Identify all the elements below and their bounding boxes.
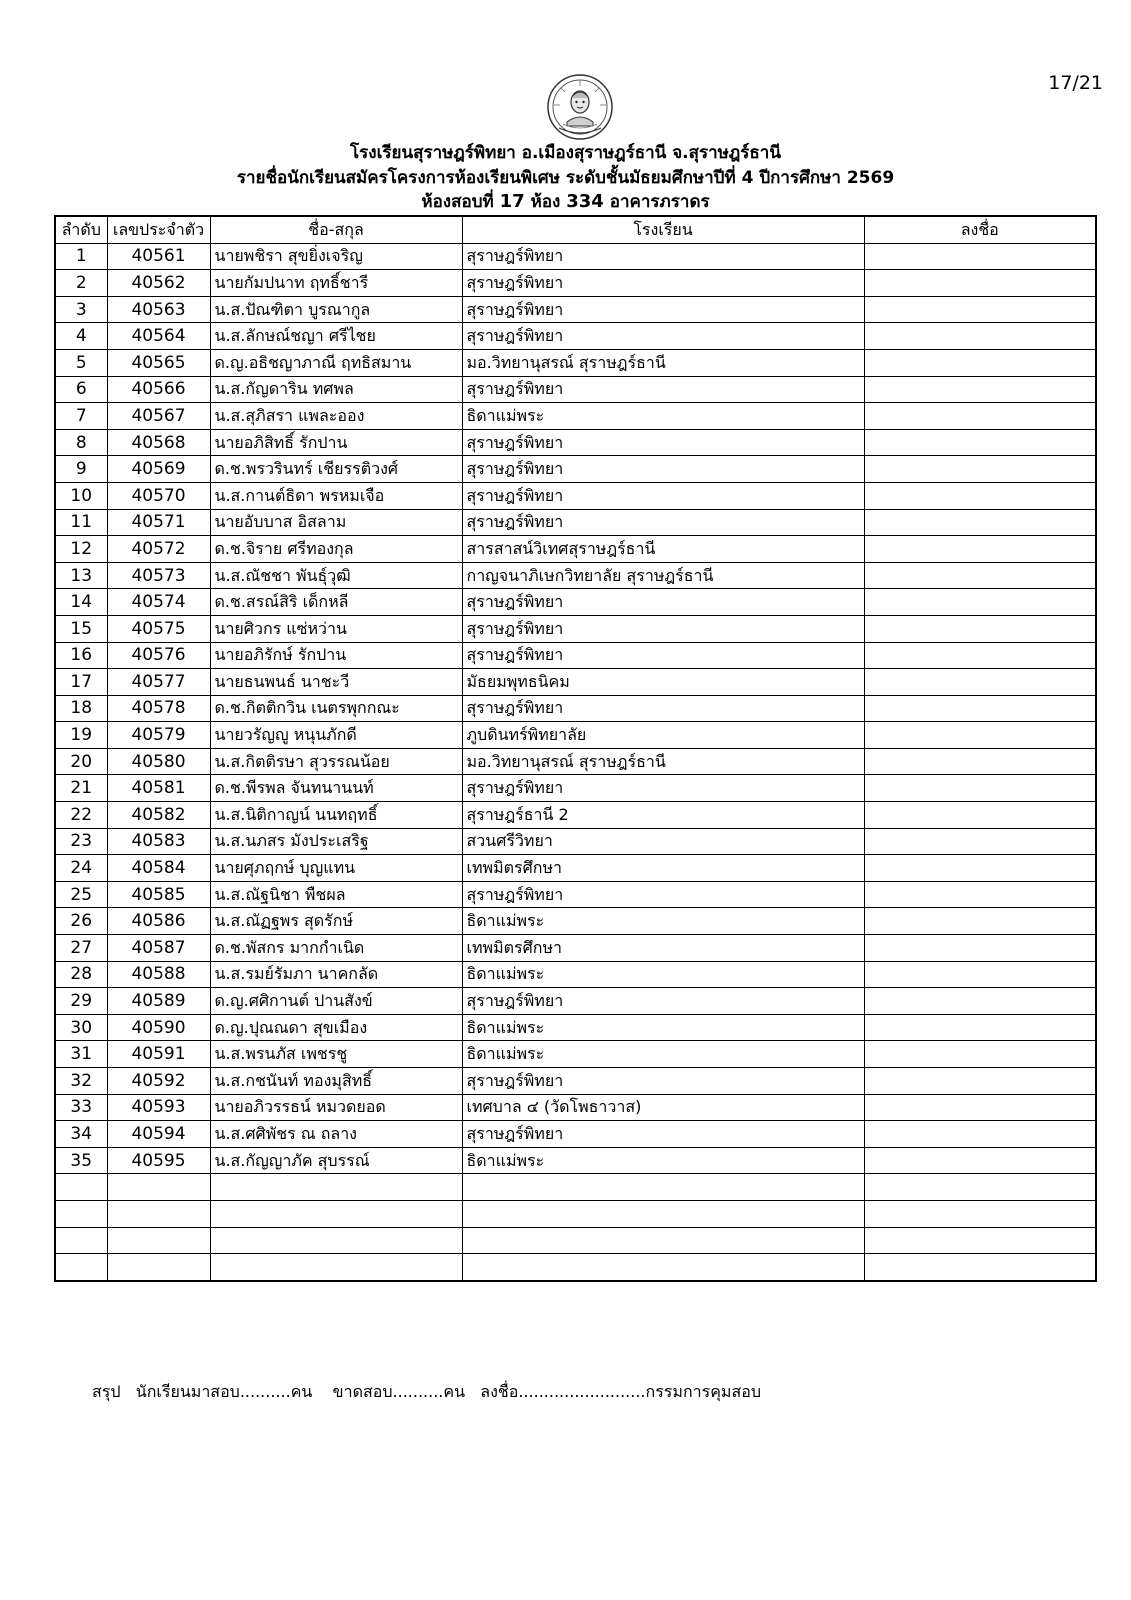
- row-signature-cell: [864, 270, 1096, 297]
- row-order-cell: 2: [55, 270, 107, 297]
- row-name-cell: ด.ช.พีรพล จันทนานนท์: [210, 775, 462, 802]
- row-signature-cell: [864, 642, 1096, 669]
- row-signature-cell: [864, 536, 1096, 563]
- row-id-cell: 40573: [107, 562, 210, 589]
- row-school-cell: ธิดาแม่พระ: [462, 908, 864, 935]
- row-school-cell: สุราษฎร์พิทยา: [462, 775, 864, 802]
- table-row: [55, 908, 1096, 935]
- row-name-cell: น.ส.พรนภัส เพชรชู: [210, 1041, 462, 1068]
- col-header-signature: ลงชื่อ: [864, 216, 1096, 243]
- blank-cell: [55, 1254, 107, 1281]
- row-signature-cell: [864, 695, 1096, 722]
- row-order-cell: 25: [55, 881, 107, 908]
- row-school-cell: สุราษฎร์พิทยา: [462, 323, 864, 350]
- row-signature-cell: [864, 429, 1096, 456]
- row-id-cell: 40564: [107, 323, 210, 350]
- table-row: [55, 988, 1096, 1015]
- row-school-cell: สุราษฎร์พิทยา: [462, 642, 864, 669]
- table-row: [55, 775, 1096, 802]
- row-signature-cell: [864, 935, 1096, 962]
- row-name-cell: น.ส.ศศิพัชร ณ ถลาง: [210, 1121, 462, 1148]
- table-row: [55, 615, 1096, 642]
- row-id-cell: 40578: [107, 695, 210, 722]
- row-name-cell: ด.ญ.ปุณณดา สุขเมือง: [210, 1014, 462, 1041]
- row-school-cell: ธิดาแม่พระ: [462, 961, 864, 988]
- row-order-cell: 21: [55, 775, 107, 802]
- table-row: [55, 270, 1096, 297]
- school-title: โรงเรียนสุราษฎร์พิทยา อ.เมืองสุราษฎร์ธานี จ.สุราษฎร์ธานี: [350, 143, 781, 163]
- row-id-cell: 40575: [107, 615, 210, 642]
- row-order-cell: 32: [55, 1068, 107, 1095]
- table-row: [55, 589, 1096, 616]
- row-order-cell: 34: [55, 1121, 107, 1148]
- blank-cell: [55, 1227, 107, 1254]
- row-name-cell: น.ส.ณัฏฐพร สุดรักษ์: [210, 908, 462, 935]
- blank-row: [55, 1227, 1096, 1254]
- room-mid-label: ห้อง: [530, 192, 561, 212]
- table-row: [55, 881, 1096, 908]
- row-id-cell: 40577: [107, 669, 210, 696]
- row-school-cell: สุราษฎร์พิทยา: [462, 615, 864, 642]
- row-order-cell: 15: [55, 615, 107, 642]
- row-name-cell: นายพชิรา สุขยิ่งเจริญ: [210, 243, 462, 270]
- table-row: [55, 323, 1096, 350]
- row-order-cell: 10: [55, 482, 107, 509]
- row-name-cell: น.ส.กชนันท์ ทองมุสิทธิ์: [210, 1068, 462, 1095]
- row-order-cell: 22: [55, 802, 107, 829]
- row-signature-cell: [864, 722, 1096, 749]
- row-school-cell: สุราษฎร์พิทยา: [462, 589, 864, 616]
- row-signature-cell: [864, 1094, 1096, 1121]
- table-row: [55, 456, 1096, 483]
- blank-cell: [55, 1174, 107, 1201]
- row-name-cell: นายกัมปนาท ฤทธิ์ชารี: [210, 270, 462, 297]
- row-name-cell: น.ส.สุภิสรา แพละออง: [210, 403, 462, 430]
- blank-cell: [210, 1254, 462, 1281]
- row-school-cell: สุราษฎร์พิทยา: [462, 429, 864, 456]
- row-name-cell: น.ส.ณัชชา พันธุ์วุฒิ: [210, 562, 462, 589]
- row-school-cell: สุราษฎร์พิทยา: [462, 695, 864, 722]
- summary-line: สรุป นักเรียนมาสอบ..........คน ขาดสอบ..........คน ลงชื่อ.........................กรรมการคุมสอบ: [92, 1382, 761, 1401]
- row-id-cell: 40576: [107, 642, 210, 669]
- row-name-cell: ด.ญ.อธิชญาภาณี ฤทธิสมาน: [210, 349, 462, 376]
- table-row: [55, 1094, 1096, 1121]
- blank-cell: [210, 1227, 462, 1254]
- row-order-cell: 31: [55, 1041, 107, 1068]
- row-school-cell: เทศบาล ๔ (วัดโพธาวาส): [462, 1094, 864, 1121]
- table-row: [55, 482, 1096, 509]
- row-order-cell: 4: [55, 323, 107, 350]
- row-id-cell: 40586: [107, 908, 210, 935]
- row-id-cell: 40583: [107, 828, 210, 855]
- row-id-cell: 40580: [107, 748, 210, 775]
- row-signature-cell: [864, 1068, 1096, 1095]
- row-order-cell: 9: [55, 456, 107, 483]
- table-row: [55, 562, 1096, 589]
- row-school-cell: สุราษฎร์ธานี 2: [462, 802, 864, 829]
- blank-cell: [210, 1200, 462, 1227]
- row-signature-cell: [864, 881, 1096, 908]
- row-school-cell: สุราษฎร์พิทยา: [462, 509, 864, 536]
- row-school-cell: ภูบดินทร์พิทยาลัย: [462, 722, 864, 749]
- blank-cell: [107, 1174, 210, 1201]
- row-order-cell: 29: [55, 988, 107, 1015]
- blank-cell: [462, 1227, 864, 1254]
- table-header-row: [55, 216, 1096, 243]
- row-signature-cell: [864, 828, 1096, 855]
- row-school-cell: เทพมิตรศึกษา: [462, 855, 864, 882]
- row-id-cell: 40572: [107, 536, 210, 563]
- row-signature-cell: [864, 802, 1096, 829]
- row-order-cell: 27: [55, 935, 107, 962]
- row-order-cell: 12: [55, 536, 107, 563]
- blank-cell: [462, 1254, 864, 1281]
- table-row: [55, 1041, 1096, 1068]
- row-signature-cell: [864, 775, 1096, 802]
- row-order-cell: 20: [55, 748, 107, 775]
- row-signature-cell: [864, 323, 1096, 350]
- table-row: [55, 1014, 1096, 1041]
- page-number: 17/21: [1048, 72, 1103, 94]
- row-name-cell: น.ส.กานต์ธิดา พรหมเจือ: [210, 482, 462, 509]
- blank-cell: [462, 1174, 864, 1201]
- row-order-cell: 24: [55, 855, 107, 882]
- row-name-cell: น.ส.นิติกาญน์ นนทฤทธิ์: [210, 802, 462, 829]
- row-order-cell: 14: [55, 589, 107, 616]
- row-school-cell: สุราษฎร์พิทยา: [462, 376, 864, 403]
- row-school-cell: สุราษฎร์พิทยา: [462, 456, 864, 483]
- row-signature-cell: [864, 403, 1096, 430]
- row-school-cell: สุราษฎร์พิทยา: [462, 988, 864, 1015]
- row-order-cell: 30: [55, 1014, 107, 1041]
- row-signature-cell: [864, 748, 1096, 775]
- table-row: [55, 855, 1096, 882]
- row-signature-cell: [864, 1041, 1096, 1068]
- row-signature-cell: [864, 589, 1096, 616]
- table-row: [55, 403, 1096, 430]
- row-id-cell: 40585: [107, 881, 210, 908]
- row-name-cell: ด.ช.พรวรินทร์ เชียรรติวงศ์: [210, 456, 462, 483]
- table-row: [55, 669, 1096, 696]
- table-row: [55, 349, 1096, 376]
- row-id-cell: 40570: [107, 482, 210, 509]
- table-row: [55, 536, 1096, 563]
- row-school-cell: สุราษฎร์พิทยา: [462, 296, 864, 323]
- row-name-cell: น.ส.ลักษณ์ชญา ศรีไชย: [210, 323, 462, 350]
- row-signature-cell: [864, 669, 1096, 696]
- row-school-cell: สุราษฎร์พิทยา: [462, 482, 864, 509]
- row-name-cell: น.ส.กิตติรษา สุวรรณน้อย: [210, 748, 462, 775]
- row-id-cell: 40569: [107, 456, 210, 483]
- table-row: [55, 642, 1096, 669]
- row-school-cell: กาญจนาภิเษกวิทยาลัย สุราษฎร์ธานี: [462, 562, 864, 589]
- row-name-cell: ด.ช.สรณ์สิริ เด็กหลี: [210, 589, 462, 616]
- row-signature-cell: [864, 855, 1096, 882]
- col-header-order: ลำดับ: [55, 216, 107, 243]
- row-order-cell: 7: [55, 403, 107, 430]
- blank-cell: [107, 1254, 210, 1281]
- row-school-cell: สุราษฎร์พิทยา: [462, 270, 864, 297]
- row-id-cell: 40588: [107, 961, 210, 988]
- school-seal-icon: [545, 72, 615, 142]
- row-school-cell: สวนศรีวิทยา: [462, 828, 864, 855]
- table-row: [55, 509, 1096, 536]
- row-id-cell: 40584: [107, 855, 210, 882]
- table-row: [55, 935, 1096, 962]
- row-name-cell: นายอภิสิทธิ์ รักปาน: [210, 429, 462, 456]
- row-order-cell: 11: [55, 509, 107, 536]
- row-id-cell: 40571: [107, 509, 210, 536]
- row-id-cell: 40563: [107, 296, 210, 323]
- row-signature-cell: [864, 615, 1096, 642]
- table-row: [55, 961, 1096, 988]
- blank-cell: [55, 1200, 107, 1227]
- row-name-cell: น.ส.ปัณฑิตา บูรณากูล: [210, 296, 462, 323]
- table-row: [55, 1147, 1096, 1174]
- row-name-cell: นายศุภฤกษ์ บุญแทน: [210, 855, 462, 882]
- row-name-cell: นายอภิรักษ์ รักปาน: [210, 642, 462, 669]
- row-order-cell: 8: [55, 429, 107, 456]
- row-order-cell: 5: [55, 349, 107, 376]
- row-id-cell: 40591: [107, 1041, 210, 1068]
- row-order-cell: 19: [55, 722, 107, 749]
- row-school-cell: สารสาสน์วิเทศสุราษฎร์ธานี: [462, 536, 864, 563]
- row-id-cell: 40592: [107, 1068, 210, 1095]
- row-order-cell: 35: [55, 1147, 107, 1174]
- row-school-cell: ธิดาแม่พระ: [462, 1147, 864, 1174]
- row-id-cell: 40595: [107, 1147, 210, 1174]
- row-order-cell: 33: [55, 1094, 107, 1121]
- row-signature-cell: [864, 509, 1096, 536]
- blank-cell: [107, 1200, 210, 1227]
- row-id-cell: 40574: [107, 589, 210, 616]
- exam-room-number: 17: [499, 191, 525, 212]
- table-row: [55, 828, 1096, 855]
- row-order-cell: 1: [55, 243, 107, 270]
- building-name: อาคารภราดร: [609, 192, 710, 212]
- row-id-cell: 40567: [107, 403, 210, 430]
- row-name-cell: นายศิวกร แซ่หว่าน: [210, 615, 462, 642]
- row-order-cell: 3: [55, 296, 107, 323]
- row-order-cell: 26: [55, 908, 107, 935]
- row-name-cell: น.ส.กัญดาริน ทศพล: [210, 376, 462, 403]
- row-signature-cell: [864, 562, 1096, 589]
- row-name-cell: น.ส.กัญญาภัค สุบรรณ์: [210, 1147, 462, 1174]
- row-school-cell: สุราษฎร์พิทยา: [462, 243, 864, 270]
- room-number: 334: [566, 191, 604, 212]
- row-order-cell: 28: [55, 961, 107, 988]
- row-name-cell: ด.ช.กิตติกวิน เนตรพุกกณะ: [210, 695, 462, 722]
- col-header-school: โรงเรียน: [462, 216, 864, 243]
- row-name-cell: น.ส.นภสร มังประเสริฐ: [210, 828, 462, 855]
- blank-cell: [864, 1254, 1096, 1281]
- row-id-cell: 40565: [107, 349, 210, 376]
- row-id-cell: 40587: [107, 935, 210, 962]
- blank-cell: [107, 1227, 210, 1254]
- table-row: [55, 296, 1096, 323]
- blank-row: [55, 1174, 1096, 1201]
- row-id-cell: 40590: [107, 1014, 210, 1041]
- row-order-cell: 17: [55, 669, 107, 696]
- row-signature-cell: [864, 243, 1096, 270]
- row-signature-cell: [864, 296, 1096, 323]
- row-signature-cell: [864, 988, 1096, 1015]
- table-row: [55, 1121, 1096, 1148]
- row-school-cell: มอ.วิทยานุสรณ์ สุราษฎร์ธานี: [462, 748, 864, 775]
- col-header-name: ชื่อ-สกุล: [210, 216, 462, 243]
- row-id-cell: 40582: [107, 802, 210, 829]
- table-row: [55, 722, 1096, 749]
- row-name-cell: ด.ญ.ศศิกานต์ ปานสังข์: [210, 988, 462, 1015]
- row-name-cell: น.ส.ณัฐนิชา พืชผล: [210, 881, 462, 908]
- room-label: ห้องสอบที่: [421, 192, 494, 212]
- row-school-cell: เทพมิตรศึกษา: [462, 935, 864, 962]
- row-school-cell: มอ.วิทยานุสรณ์ สุราษฎร์ธานี: [462, 349, 864, 376]
- blank-row: [55, 1254, 1096, 1281]
- row-id-cell: 40562: [107, 270, 210, 297]
- row-id-cell: 40593: [107, 1094, 210, 1121]
- row-school-cell: ธิดาแม่พระ: [462, 403, 864, 430]
- row-order-cell: 16: [55, 642, 107, 669]
- row-school-cell: ธิดาแม่พระ: [462, 1041, 864, 1068]
- row-school-cell: มัธยมพุทธนิคม: [462, 669, 864, 696]
- row-signature-cell: [864, 908, 1096, 935]
- row-id-cell: 40579: [107, 722, 210, 749]
- row-order-cell: 23: [55, 828, 107, 855]
- col-header-id: เลขประจำตัว: [107, 216, 210, 243]
- blank-cell: [864, 1227, 1096, 1254]
- row-name-cell: นายอับบาส อิสลาม: [210, 509, 462, 536]
- row-name-cell: นายธนพนธ์ นาชะวี: [210, 669, 462, 696]
- row-signature-cell: [864, 1147, 1096, 1174]
- row-signature-cell: [864, 349, 1096, 376]
- exam-room-line: [0, 190, 1131, 214]
- table-row: [55, 429, 1096, 456]
- row-id-cell: 40581: [107, 775, 210, 802]
- row-name-cell: น.ส.รมย์รัมภา นาคกลัด: [210, 961, 462, 988]
- document-title: รายชื่อนักเรียนสมัครโครงการห้องเรียนพิเศษ ระดับชั้นมัธยมศึกษาปีที่ 4 ปีการศึกษา 2569: [236, 168, 895, 188]
- blank-row: [55, 1200, 1096, 1227]
- row-id-cell: 40561: [107, 243, 210, 270]
- blank-cell: [864, 1200, 1096, 1227]
- row-signature-cell: [864, 456, 1096, 483]
- row-order-cell: 13: [55, 562, 107, 589]
- row-id-cell: 40566: [107, 376, 210, 403]
- blank-cell: [864, 1174, 1096, 1201]
- row-school-cell: ธิดาแม่พระ: [462, 1014, 864, 1041]
- row-signature-cell: [864, 1121, 1096, 1148]
- row-name-cell: นายวรัญญู หนุนภักดี: [210, 722, 462, 749]
- table-row: [55, 1068, 1096, 1095]
- row-id-cell: 40594: [107, 1121, 210, 1148]
- row-order-cell: 6: [55, 376, 107, 403]
- blank-cell: [210, 1174, 462, 1201]
- table-row: [55, 243, 1096, 270]
- table-body: [55, 243, 1096, 1281]
- student-roster-table: [54, 215, 1097, 1282]
- row-school-cell: สุราษฎร์พิทยา: [462, 1068, 864, 1095]
- row-signature-cell: [864, 1014, 1096, 1041]
- table-row: [55, 802, 1096, 829]
- row-school-cell: สุราษฎร์พิทยา: [462, 1121, 864, 1148]
- row-signature-cell: [864, 376, 1096, 403]
- blank-cell: [462, 1200, 864, 1227]
- row-id-cell: 40589: [107, 988, 210, 1015]
- table-row: [55, 748, 1096, 775]
- row-signature-cell: [864, 482, 1096, 509]
- row-signature-cell: [864, 961, 1096, 988]
- row-name-cell: ด.ช.พัสกร มากกำเนิด: [210, 935, 462, 962]
- table-row: [55, 376, 1096, 403]
- row-name-cell: ด.ช.จิราย ศรีทองกุล: [210, 536, 462, 563]
- row-id-cell: 40568: [107, 429, 210, 456]
- table-row: [55, 695, 1096, 722]
- row-order-cell: 18: [55, 695, 107, 722]
- row-school-cell: สุราษฎร์พิทยา: [462, 881, 864, 908]
- row-name-cell: นายอภิวรรธน์ หมวดยอด: [210, 1094, 462, 1121]
